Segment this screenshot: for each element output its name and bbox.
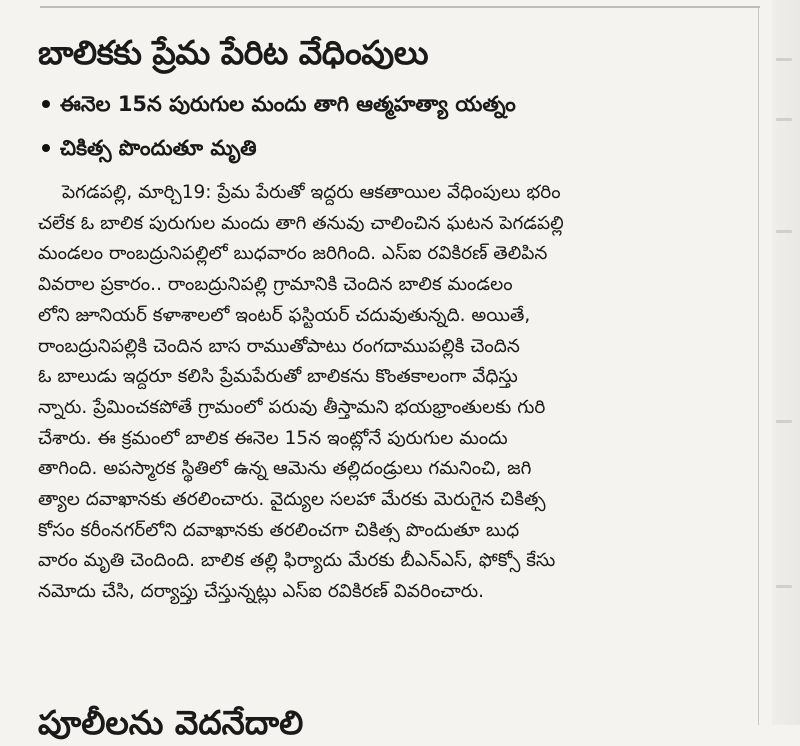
bullet-icon bbox=[42, 144, 50, 152]
subheading-item bbox=[38, 82, 738, 126]
body-line: ఓ బాలుడు ఇద్దరూ కలిసి ప్రేమపేరుతో బాలికను కొంతకాలంగా వేధిస్తు bbox=[38, 366, 518, 388]
body-line: చలేక ఓ బాలిక పురుగుల మందు తాగి తనువు చాలించిన ఘటన పెగడపల్లి bbox=[38, 212, 564, 234]
adjacent-column-mark bbox=[776, 230, 792, 233]
body-line: పెగడపల్లి, మార్చి19: ప్రేమ పేరుతో ఇద్దరు ఆకతాయిల వేధింపులు భరిం bbox=[62, 182, 561, 203]
subheading-list bbox=[38, 82, 738, 170]
adjacent-column-mark bbox=[776, 585, 792, 588]
adjacent-column-mark bbox=[776, 118, 792, 121]
article-body bbox=[38, 178, 728, 608]
top-divider bbox=[40, 6, 760, 8]
body-line: త్యాల దవాఖానకు తరలించారు. వైద్యుల సలహా మేరకు మెరుగైన చికిత్స bbox=[38, 489, 546, 511]
body-line: తాగింది. అపస్మారక స్థితిలో ఉన్న ఆమెను తల్లిదండ్రులు గమనించి, జగి bbox=[38, 458, 532, 480]
body-line: చేశారు. ఈ క్రమంలో బాలిక ఈనెల 15న ఇంట్లోనే పురుగుల మందు bbox=[38, 427, 508, 449]
body-line: కోసం కరీంనగర్‌లోని దవాఖానకు తరలించగా చికిత్స పొందుతూ బుధ bbox=[38, 519, 520, 541]
subheading-text: చికిత్స పొందుతూ మృతి bbox=[60, 136, 257, 160]
body-line: మండలం రాంబద్రునిపల్లిలో బుధవారం జరిగింది. ఎస్‌ఐ రవికిరణ్ తెలిపిన bbox=[38, 243, 548, 265]
next-article-headline: పూలీలను వెదనేదాలి bbox=[38, 703, 304, 742]
news-article bbox=[38, 30, 738, 608]
body-line: లోని జూనియర్ కళాశాలలో ఇంటర్ ఫస్టియర్ చదువుతున్నది. అయితే, bbox=[38, 304, 531, 326]
adjacent-column-edge bbox=[772, 0, 800, 725]
body-line: న్నారు. ప్రేమించకపోతే గ్రామంలో పరువు తీస్తామని భయభ్రాంతులకు గురి bbox=[38, 396, 546, 418]
article-headline: బాలికకు ప్రేమ పేరిట వేధింపులు bbox=[38, 33, 429, 72]
body-line: రాంబద్రునిపల్లికి చెందిన బాస రాముతోపాటు రంగదాముపల్లికి చెందిన bbox=[38, 335, 520, 357]
body-line: నమోదు చేసి, దర్యాప్తు చేస్తున్నట్లు ఎస్‌ఐ రవికిరణ్ వివరించారు. bbox=[38, 581, 485, 603]
body-line: వివరాల ప్రకారం.. రాంబద్రునిపల్లి గ్రామానికి చెందిన బాలిక మండలం bbox=[38, 274, 513, 296]
column-divider bbox=[758, 8, 759, 725]
adjacent-column-mark bbox=[776, 420, 792, 423]
subheading-item bbox=[38, 126, 738, 170]
bullet-icon bbox=[42, 100, 50, 108]
body-line: వారం మృతి చెందింది. బాలిక తల్లి ఫిర్యాదు మేరకు బీఎన్‌ఎస్, ఫోక్సో కేసు bbox=[38, 550, 556, 572]
subheading-text: ఈనెల 15న పురుగుల మందు తాగి ఆత్మహత్యా యత్నం bbox=[60, 92, 516, 116]
adjacent-column-mark bbox=[776, 58, 792, 61]
